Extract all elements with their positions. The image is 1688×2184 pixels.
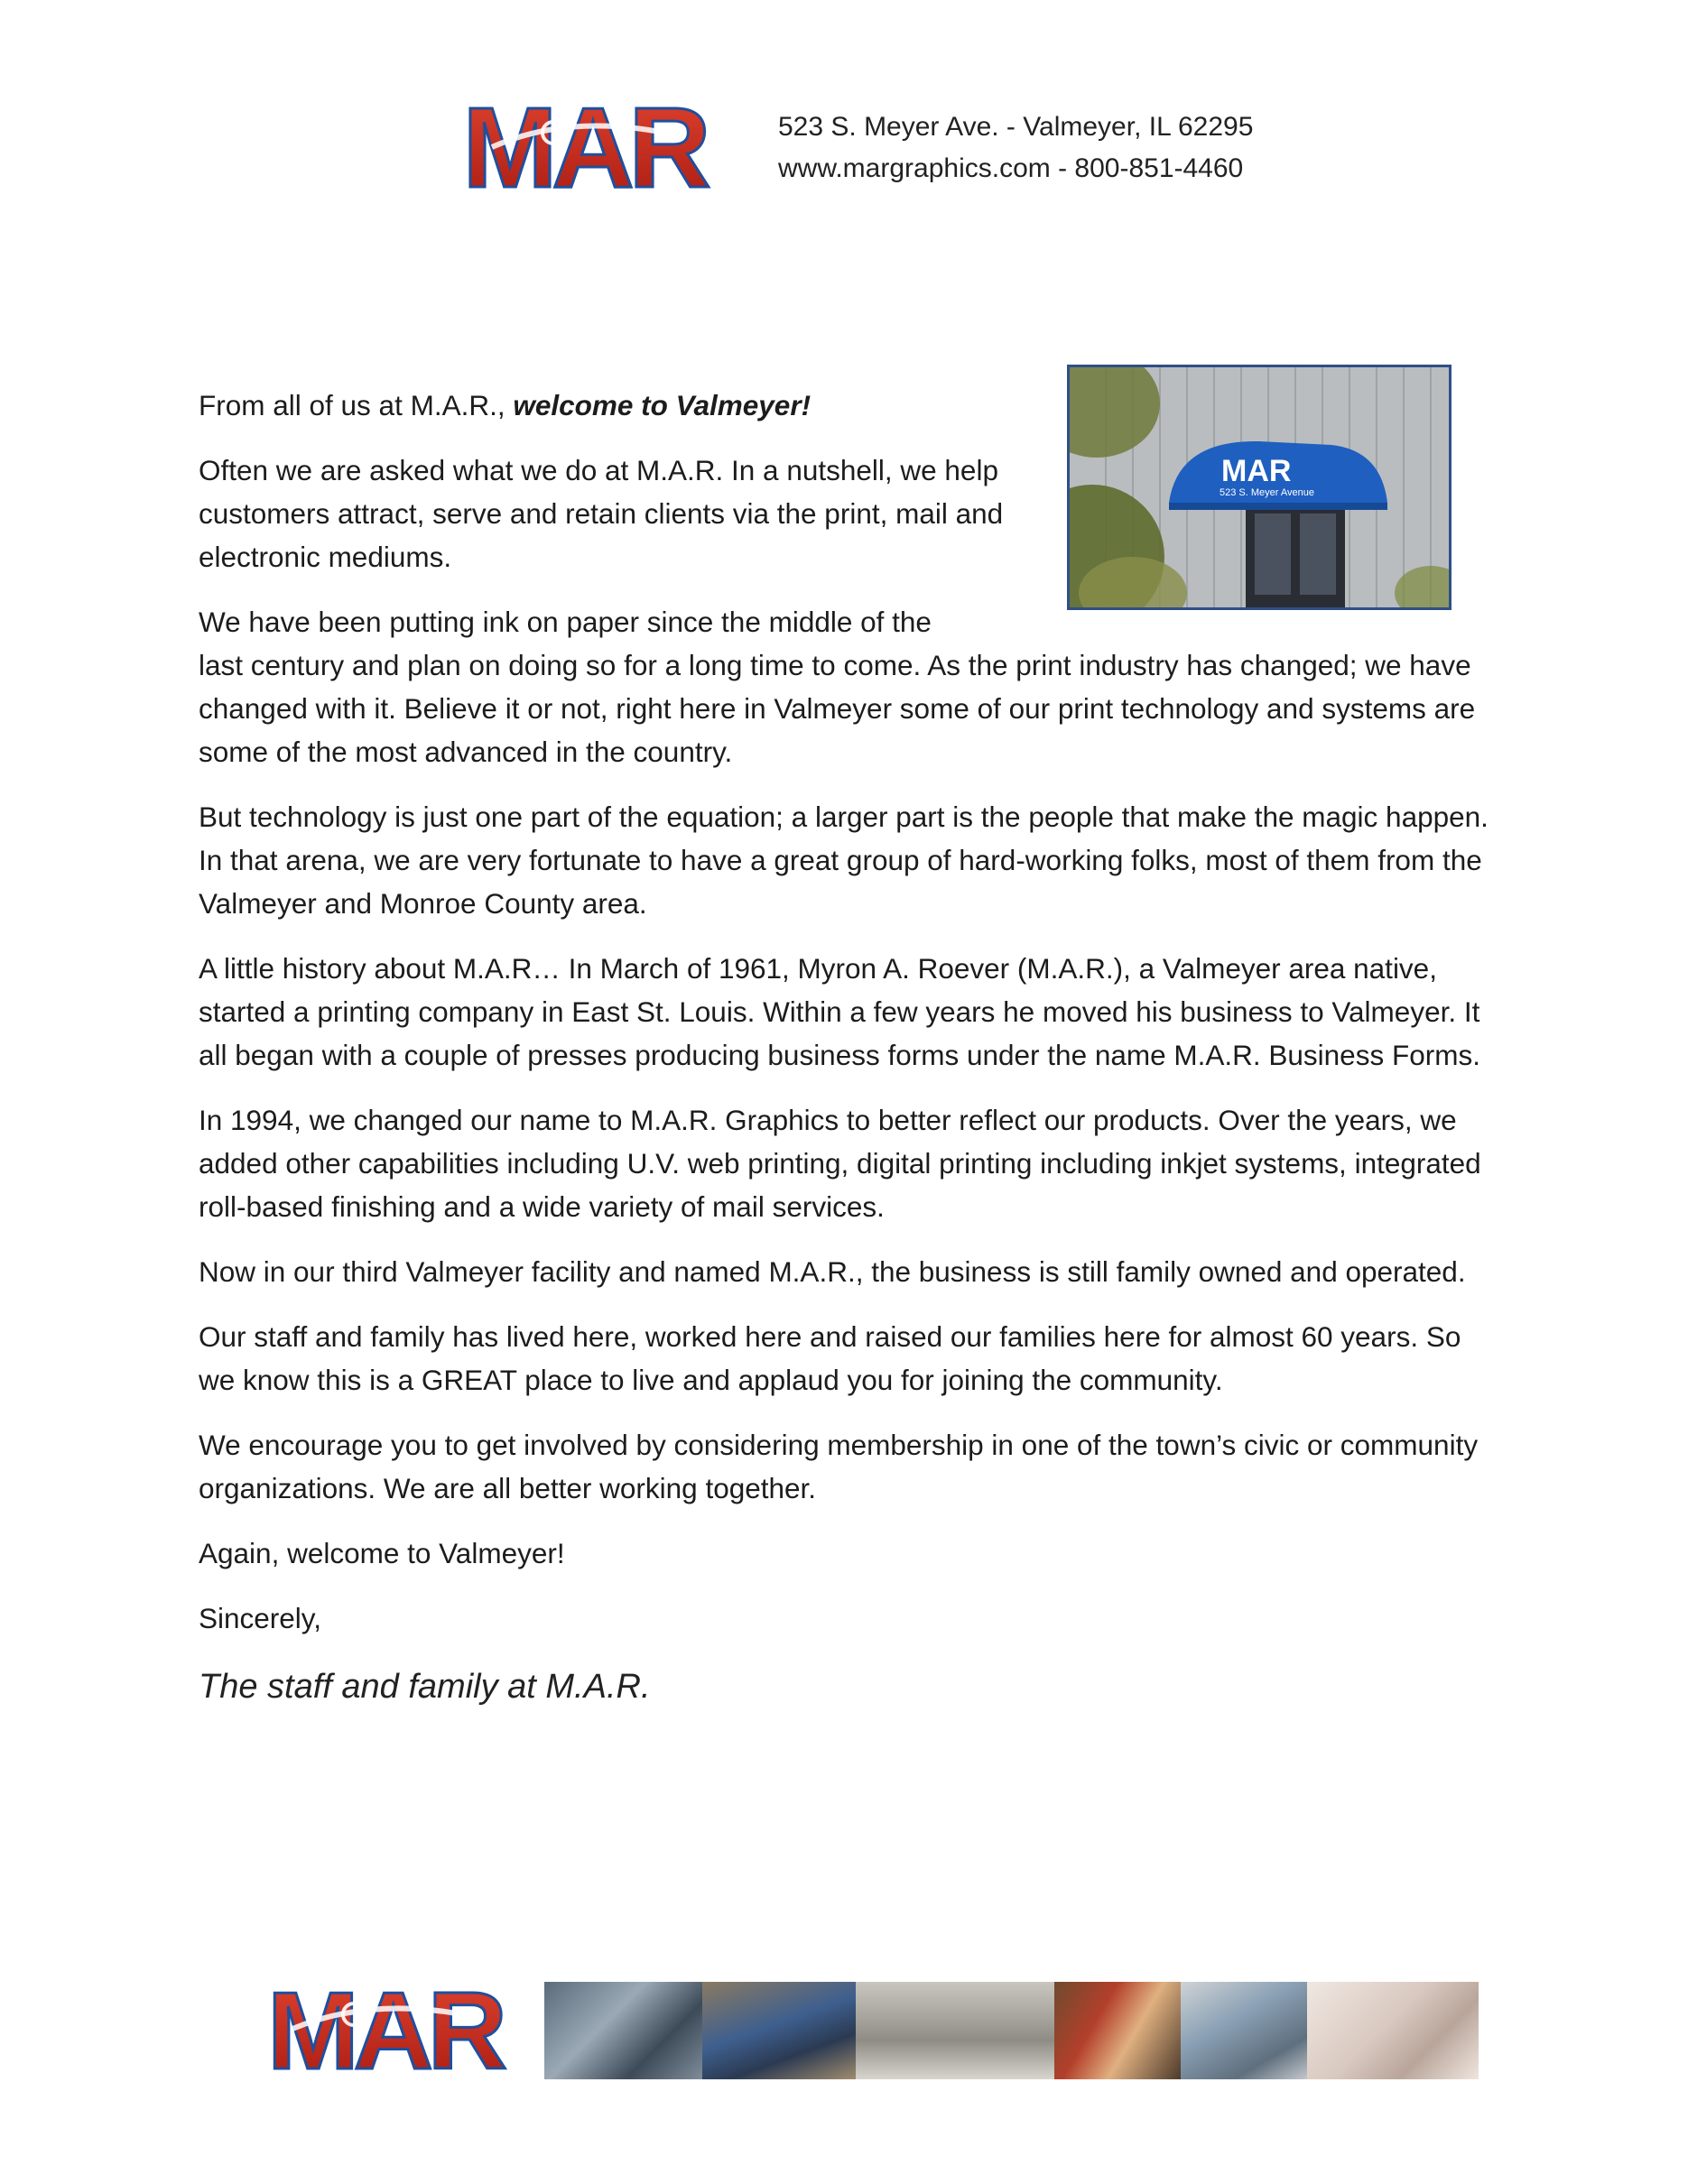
paragraph-1: Often we are asked what we do at M.A.R. In a nutshell, we help customers attract, serve and retain clients via the print, mail and electronic mediums. <box>199 454 1004 573</box>
signature: The staff and family at M.A.R. <box>199 1668 651 1706</box>
awning-address: 523 S. Meyer Avenue <box>1220 487 1314 498</box>
mar-logo-top <box>438 93 731 199</box>
photo-worker-blue-shirt <box>702 1982 856 2079</box>
paragraph-4: A little history about M.A.R… In March of 1961, Myron A. Roever (M.A.R.), a Valmeyer area native, started a printing company in East St. Louis. Within a few years he moved his business to Valmeyer. It all began with a couple of presses producing business forms under the name M.A.R. Business Forms. <box>199 952 1480 1071</box>
photo-press-machinery <box>544 1982 702 2079</box>
awning-logo: MAR <box>1221 454 1292 488</box>
contact-block <box>778 106 1253 190</box>
paragraph-5: In 1994, we changed our name to M.A.R. Graphics to better reflect our products. Over the years, we added other capabilities including U.V. web printing, digital printing including inkjet systems, integrated roll-based finishing and a wide variety of mail services. <box>199 1104 1481 1223</box>
photo-printing-press <box>1054 1982 1181 2079</box>
photo-paper-rolls <box>856 1982 1054 2079</box>
logo-wordmark-bottom: MAR <box>267 1976 502 2079</box>
greeting-emphasis: welcome to Valmeyer! <box>513 389 812 421</box>
paragraph-3: But technology is just one part of the equation; a larger part is the people that make the magic happen. In that arena, we are very fortunate to have a great group of hard-working folks, most of them from the Valmeyer and Monroe County area. <box>199 800 1489 920</box>
paragraph-2 <box>199 600 1498 773</box>
photo-paper-sheets <box>1307 1982 1479 2079</box>
greeting <box>199 384 1498 427</box>
photo-strip <box>544 1982 1479 2079</box>
greeting-prefix: From all of us at M.A.R., <box>199 389 514 421</box>
letter-body <box>199 384 1498 1712</box>
logo-wordmark: MAR <box>462 93 706 199</box>
paragraph-2-rest: last century and plan on doing so for a long time to come. As the print industry has changed; we have changed with it. Believe it or not, right here in Valmeyer some of our print technology and systems are some of the most advanced in the country. <box>199 649 1476 768</box>
paragraph-6: Now in our third Valmeyer facility and named M.A.R., the business is still family owned and operated. <box>199 1255 1466 1288</box>
paragraph-7: Our staff and family has lived here, worked here and raised our families here for almost 60 years. So we know this is a GREAT place to live and applaud you for joining the community. <box>199 1320 1461 1396</box>
web-phone-line: www.margraphics.com - 800-851-4460 <box>778 153 1244 183</box>
address-line: 523 S. Meyer Ave. - Valmeyer, IL 62295 <box>778 112 1254 142</box>
paragraph-8: We encourage you to get involved by considering membership in one of the town’s civic or community organizations. We are all better working together. <box>199 1429 1479 1504</box>
closing: Sincerely, <box>199 1602 321 1634</box>
paragraph-2-first-line: We have been putting ink on paper since the middle of the <box>199 606 932 638</box>
mar-logo-bottom <box>240 1976 529 2079</box>
paragraph-9: Again, welcome to Valmeyer! <box>199 1537 565 1569</box>
photo-operator <box>1181 1982 1307 2079</box>
